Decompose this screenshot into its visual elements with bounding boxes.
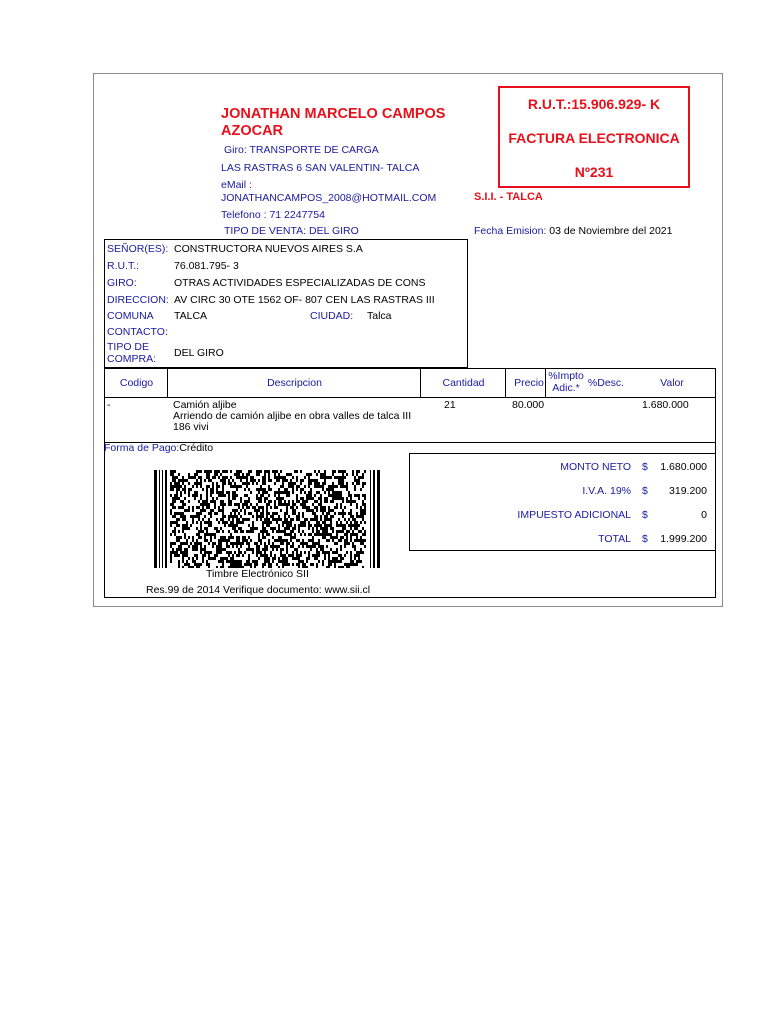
client-tipo-compra-label-1: TIPO DE	[107, 341, 150, 353]
client-senor: CONSTRUCTORA NUEVOS AIRES S.A	[174, 243, 363, 255]
client-rut-label: R.U.T.:	[107, 260, 140, 272]
adicional-currency: $	[642, 509, 648, 521]
header-descripcion: Descripcion	[267, 377, 322, 389]
header-codigo: Codigo	[119, 377, 154, 389]
issuer-sale-type: TIPO DE VENTA: DEL GIRO	[224, 225, 359, 237]
issuer-email: JONATHANCAMPOS_2008@HOTMAIL.COM	[221, 192, 437, 204]
invoice-header-box	[498, 86, 690, 188]
items-table	[104, 368, 716, 443]
issuer-address: LAS RASTRAS 6 SAN VALENTIN- TALCA	[221, 162, 420, 174]
neto-currency: $	[642, 461, 648, 473]
client-giro-label: GIRO:	[107, 277, 137, 289]
row-desc-2: Arriendo de camión aljibe en obra valles de talca III	[173, 410, 412, 422]
client-senor-label: SEÑOR(ES):	[107, 243, 169, 255]
total-amount: 1.999.200	[660, 533, 707, 545]
invoice-page	[93, 73, 723, 607]
neto-amount: 1.680.000	[660, 461, 707, 473]
client-tipo-compra: DEL GIRO	[174, 347, 224, 359]
client-comuna-label: COMUNA	[107, 310, 154, 322]
document-type: FACTURA ELECTRONICA	[508, 130, 680, 146]
client-giro: OTRAS ACTIVIDADES ESPECIALIZADAS DE CONS	[174, 277, 426, 289]
total-label: TOTAL	[598, 533, 631, 545]
header-precio: Precio	[514, 377, 544, 389]
timbre-barcode	[154, 470, 380, 568]
client-direccion-label: DIRECCION:	[107, 294, 169, 306]
client-box	[104, 239, 468, 368]
iva-currency: $	[642, 485, 648, 497]
issue-date	[474, 225, 672, 237]
row-codigo: -	[107, 399, 111, 411]
items-table-header	[105, 369, 715, 398]
header-valor: Valor	[660, 377, 684, 389]
adicional-label: IMPUESTO ADICIONAL	[517, 509, 631, 521]
payment-method	[104, 442, 213, 454]
client-ciudad-label: CIUDAD:	[310, 310, 354, 322]
client-comuna: TALCA	[174, 310, 208, 322]
issuer-rut: R.U.T.:15.906.929- K	[527, 96, 661, 112]
payment-label: Forma de Pago:	[104, 442, 180, 454]
client-rut: 76.081.795- 3	[174, 260, 239, 272]
sii-office: S.I.I. - TALCA	[474, 191, 543, 203]
header-cantidad: Cantidad	[442, 377, 485, 389]
iva-amount: 319.200	[669, 485, 707, 497]
stamp-caption: Timbre Electrónico SII	[206, 568, 309, 580]
total-currency: $	[642, 533, 648, 545]
totals-box	[409, 453, 716, 551]
row-precio: 80.000	[512, 399, 545, 411]
iva-label: I.V.A. 19%	[582, 485, 631, 497]
stamp-resolution: Res.99 de 2014 Verifique documento: www.sii.cl	[146, 584, 371, 596]
header-impto-1: %Impto	[548, 370, 584, 382]
header-desc: %Desc.	[587, 377, 625, 389]
issuer-giro: Giro: TRANSPORTE DE CARGA	[224, 144, 379, 156]
neto-label: MONTO NETO	[560, 461, 631, 473]
issue-date-label: Fecha Emision:	[474, 225, 547, 237]
row-desc-3: 186 vivi	[173, 421, 209, 433]
issuer-email-label: eMail :	[221, 179, 252, 191]
issue-date-value: 03 de Noviembre del 2021	[549, 225, 673, 237]
payment-value: Crédito	[179, 442, 214, 454]
client-contacto-label: CONTACTO:	[107, 326, 168, 338]
issuer-phone: Telefono : 71 2247754	[221, 209, 325, 221]
client-ciudad: Talca	[367, 310, 392, 322]
client-direccion: AV CIRC 30 OTE 1562 OF- 807 CEN LAS RASTRAS III	[174, 294, 435, 306]
issuer-name: JONATHAN MARCELO CAMPOS AZOCAR	[221, 106, 446, 139]
header-impto-2: Adic.*	[552, 382, 580, 394]
client-tipo-compra-label-2: COMPRA:	[107, 353, 157, 365]
row-valor: 1.680.000	[642, 399, 689, 411]
adicional-amount: 0	[701, 509, 707, 521]
invoice-number: Nº231	[574, 164, 614, 180]
row-desc-1: Camión aljibe	[173, 399, 237, 411]
row-cantidad: 21	[444, 399, 456, 411]
